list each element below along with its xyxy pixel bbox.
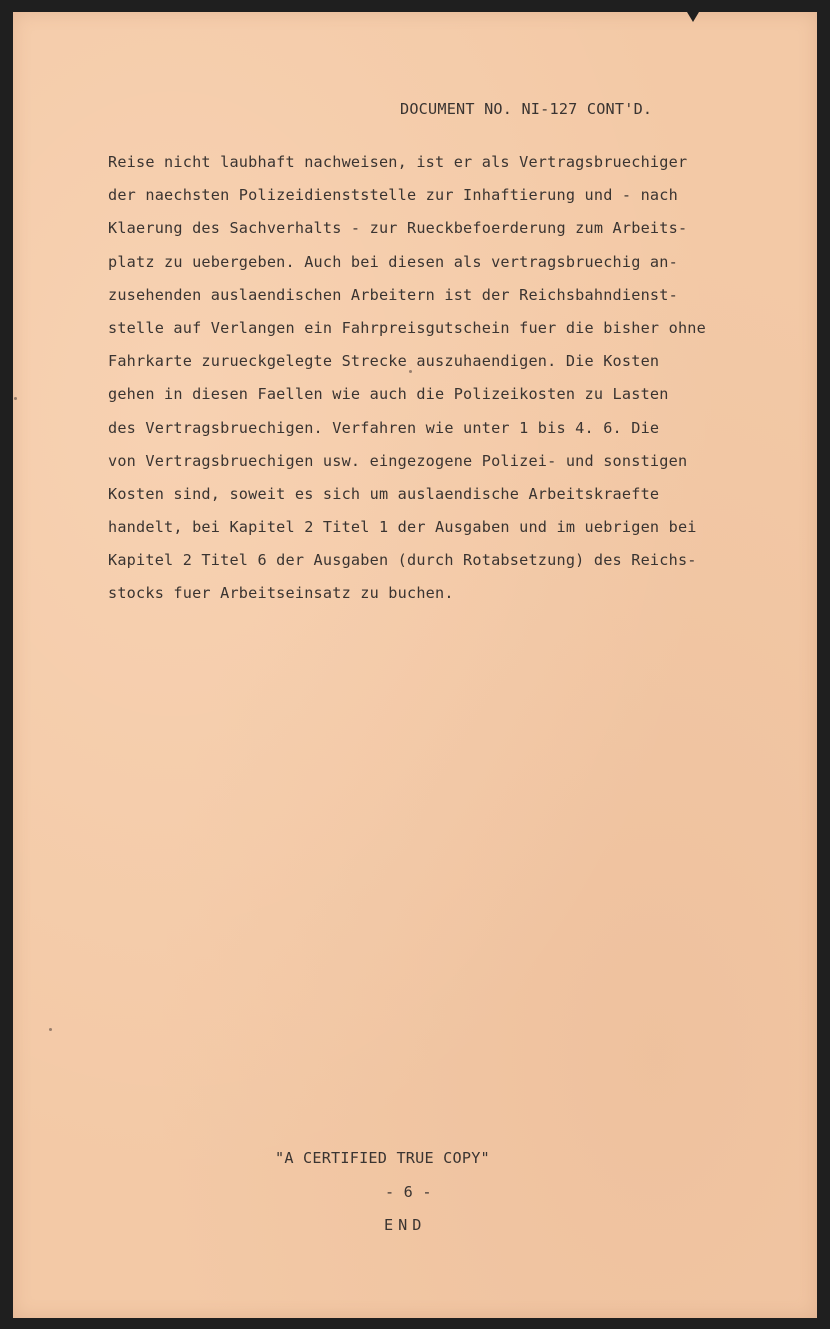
body-line: gehen in diesen Faellen wie auch die Polizeikosten zu Lasten	[108, 385, 669, 404]
ink-speck	[14, 397, 17, 400]
body-line: Klaerung des Sachverhalts - zur Rueckbefoerderung zum Arbeits-	[108, 219, 688, 238]
body-line: Kapitel 2 Titel 6 der Ausgaben (durch Rotabsetzung) des Reichs-	[108, 551, 697, 570]
body-paragraph	[108, 146, 758, 611]
end-mark: END	[384, 1216, 427, 1234]
ink-speck	[409, 370, 412, 373]
body-line: platz zu uebergeben. Auch bei diesen als vertragsbruechig an-	[108, 252, 678, 271]
certified-true-copy-stamp: "A CERTIFIED TRUE COPY"	[275, 1149, 490, 1167]
body-line: handelt, bei Kapitel 2 Titel 1 der Ausgaben und im uebrigen bei	[108, 518, 697, 537]
document-number-header: DOCUMENT NO. NI-127 CONT'D.	[400, 100, 653, 118]
body-line: der naechsten Polizeidienststelle zur Inhaftierung und - nach	[108, 186, 678, 205]
body-line: stelle auf Verlangen ein Fahrpreisgutschein fuer die bisher ohne	[108, 318, 706, 337]
body-line: Kosten sind, soweit es sich um auslaendische Arbeitskraefte	[108, 484, 660, 503]
ink-speck	[49, 1028, 52, 1031]
body-line: von Vertragsbruechigen usw. eingezogene Polizei- und sonstigen	[108, 451, 688, 470]
page-number: - 6 -	[385, 1183, 432, 1201]
body-line: des Vertragsbruechigen. Verfahren wie unter 1 bis 4. 6. Die	[108, 418, 660, 437]
body-line: Reise nicht laubhaft nachweisen, ist er als Vertragsbruechiger	[108, 153, 688, 171]
body-line: zusehenden auslaendischen Arbeitern ist der Reichsbahndienst-	[108, 285, 678, 304]
body-line: stocks fuer Arbeitseinsatz zu buchen.	[108, 584, 454, 603]
body-line: Fahrkarte zurueckgelegte Strecke auszuhaendigen. Die Kosten	[108, 352, 660, 371]
page-corner-tear	[687, 12, 699, 22]
document-page	[13, 12, 817, 1318]
